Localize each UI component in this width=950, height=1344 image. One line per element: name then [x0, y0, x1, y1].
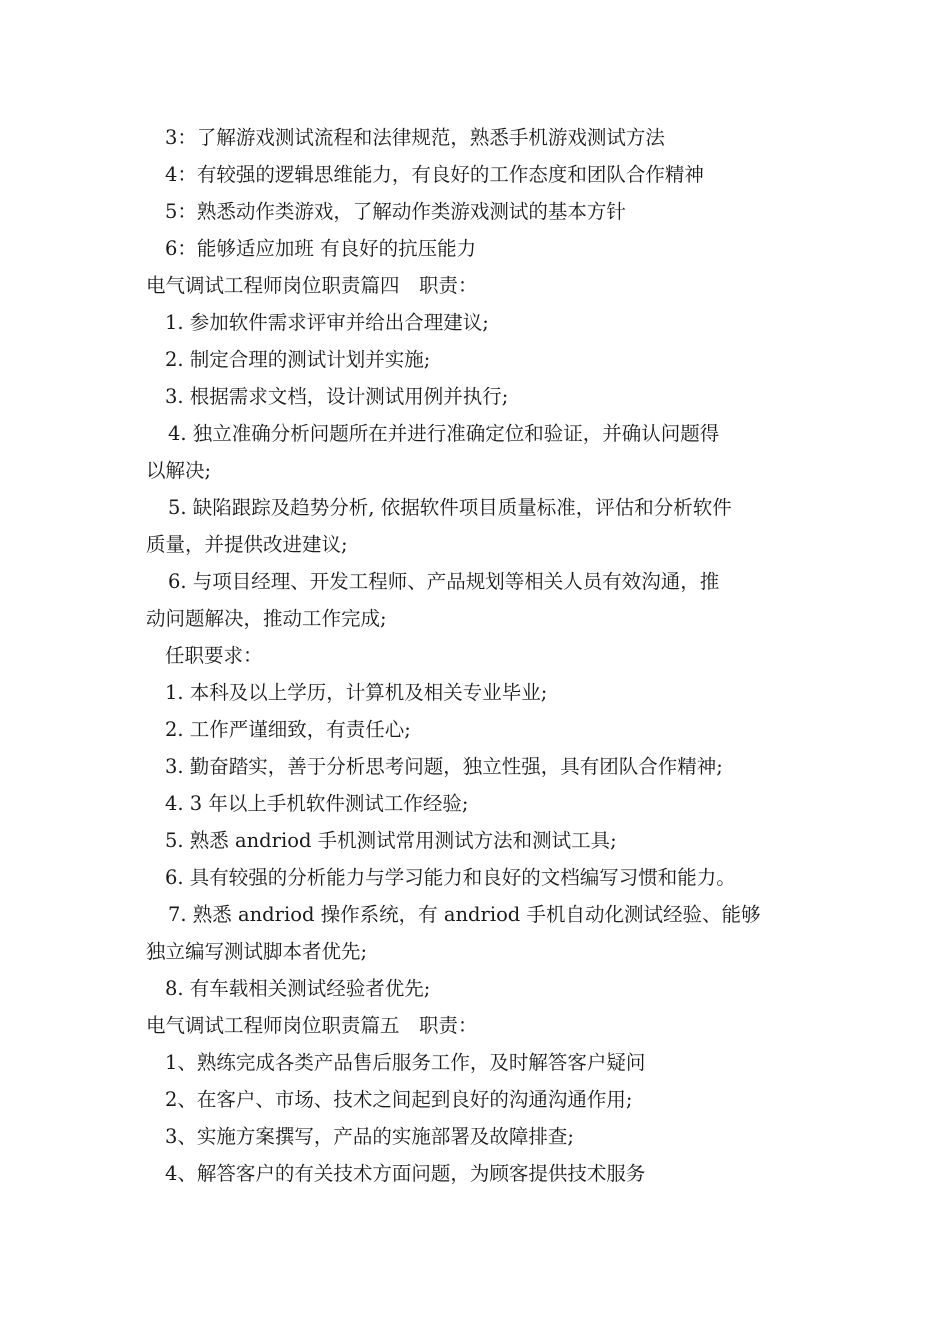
- list-item: 1. 参加软件需求评审并给出合理建议;: [165, 311, 489, 334]
- list-item: 8. 有车载相关测试经验者优先;: [165, 977, 431, 1000]
- list-item: 1、熟练完成各类产品售后服务工作，及时解答客户疑问: [165, 1051, 646, 1074]
- list-item: 5. 熟悉 andriod 手机测试常用测试方法和测试工具;: [165, 829, 617, 852]
- list-item: 4. 独立准确分析问题所在并进行准确定位和验证，并确认问题得: [168, 422, 720, 445]
- list-item: 2. 制定合理的测试计划并实施;: [165, 348, 431, 371]
- list-item: 3：了解游戏测试流程和法律规范，熟悉手机游戏测试方法: [165, 126, 665, 149]
- list-item: 1. 本科及以上学历，计算机及相关专业毕业;: [165, 681, 548, 704]
- subheading-requirements: 任职要求：: [165, 644, 263, 667]
- document-body: [146, 119, 810, 1192]
- list-item: 2. 工作严谨细致，有责任心;: [165, 718, 411, 741]
- list-item: 6. 具有较强的分析能力与学习能力和良好的文档编写习惯和能力。: [165, 866, 736, 889]
- section-heading-4: 电气调试工程师岗位职责篇四 职责：: [146, 274, 478, 297]
- list-item-continuation: 独立编写测试脚本者优先;: [146, 940, 368, 963]
- list-item-continuation: 动问题解决，推动工作完成;: [146, 607, 387, 630]
- list-item: 6：能够适应加班 有良好的抗压能力: [165, 237, 477, 260]
- list-item-continuation: 以解决;: [146, 459, 212, 482]
- list-item: 3. 根据需求文档，设计测试用例并执行;: [165, 385, 509, 408]
- list-item: 6. 与项目经理、开发工程师、产品规划等相关人员有效沟通，推: [168, 570, 720, 593]
- list-item: 5. 缺陷跟踪及趋势分析, 依据软件项目质量标准，评估和分析软件: [168, 496, 732, 519]
- list-item: 4：有较强的逻辑思维能力，有良好的工作态度和团队合作精神: [165, 163, 704, 186]
- list-item: 5：熟悉动作类游戏，了解动作类游戏测试的基本方针: [165, 200, 626, 223]
- list-item-continuation: 质量，并提供改进建议;: [146, 533, 348, 556]
- list-item: 2、在客户、市场、技术之间起到良好的沟通沟通作用;: [165, 1088, 633, 1111]
- list-item: 4、解答客户的有关技术方面问题，为顾客提供技术服务: [165, 1162, 646, 1185]
- list-item: 7. 熟悉 andriod 操作系统，有 andriod 手机自动化测试经验、能够: [168, 903, 761, 926]
- section-heading-5: 电气调试工程师岗位职责篇五 职责：: [146, 1014, 478, 1037]
- list-item: 4. 3 年以上手机软件测试工作经验;: [165, 792, 469, 815]
- list-item: 3. 勤奋踏实，善于分析思考问题，独立性强，具有团队合作精神;: [165, 755, 723, 778]
- list-item: 3、实施方案撰写，产品的实施部署及故障排查;: [165, 1125, 574, 1148]
